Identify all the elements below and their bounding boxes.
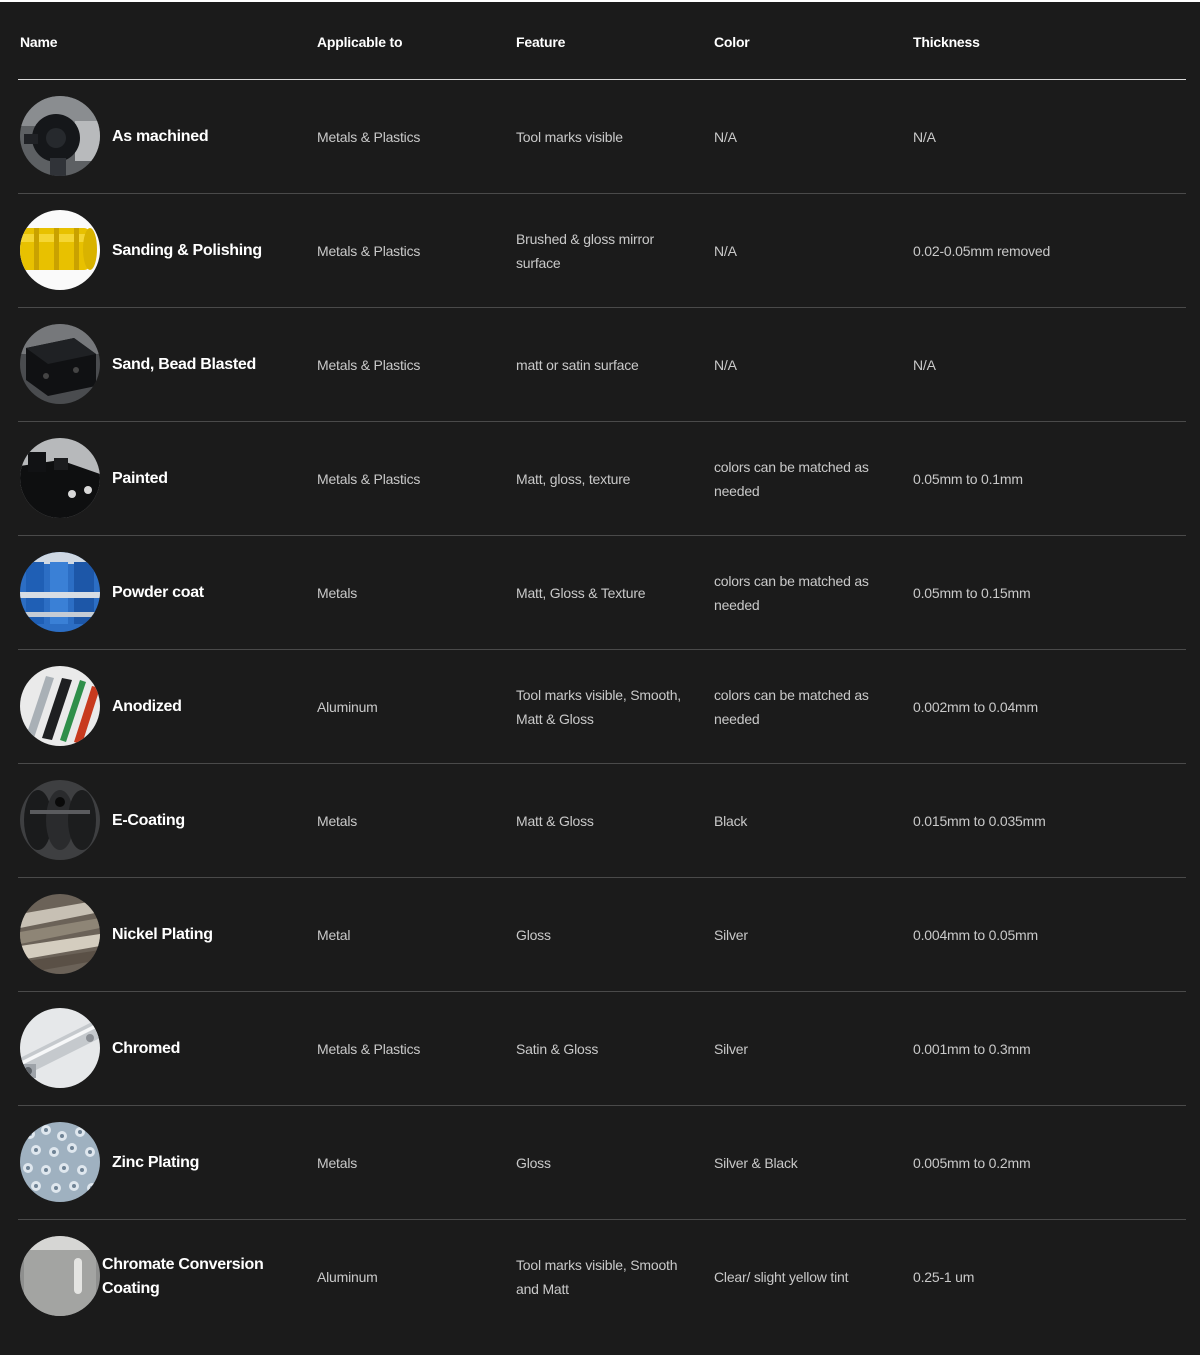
- table-row: [18, 80, 1186, 194]
- row-thickness: N/A: [913, 128, 936, 145]
- table-row: [18, 194, 1186, 308]
- chromed-thumbnail: [20, 1008, 100, 1088]
- row-thickness: 0.002mm to 0.04mm: [913, 698, 1038, 715]
- sanding-polishing-thumbnail: [20, 210, 100, 290]
- row-thickness: N/A: [913, 356, 936, 373]
- row-name: Sand, Bead Blasted: [112, 355, 256, 373]
- row-name: Sanding & Polishing: [112, 241, 262, 259]
- row-color: N/A: [714, 242, 737, 259]
- header-color: Color: [714, 34, 750, 50]
- chromate-conversion-thumbnail: [20, 1236, 100, 1316]
- row-applicable-to: Metals & Plastics: [317, 356, 421, 373]
- e-coating-thumbnail: [20, 780, 100, 860]
- row-feature: Satin & Gloss: [516, 1040, 599, 1057]
- row-applicable-to: Aluminum: [317, 1268, 378, 1285]
- row-color: N/A: [714, 356, 737, 373]
- row-feature: Gloss: [516, 1154, 551, 1171]
- table-row: [18, 536, 1186, 650]
- row-feature: Matt, gloss, texture: [516, 470, 631, 487]
- row-color: Silver: [714, 926, 748, 943]
- row-name: Nickel Plating: [112, 925, 213, 943]
- table-row: [18, 992, 1186, 1106]
- row-applicable-to: Metals & Plastics: [317, 1040, 421, 1057]
- row-applicable-to: Metals: [317, 1154, 358, 1171]
- row-name: Chromed: [112, 1039, 181, 1057]
- surface-finish-table: [18, 2, 1186, 1340]
- row-name: E-Coating: [112, 811, 185, 829]
- row-color: colors can be matched as needed: [714, 458, 869, 499]
- table-row: [18, 1220, 1186, 1340]
- header-thickness: Thickness: [913, 34, 980, 50]
- row-name: Chromate Conversion Coating: [102, 1255, 264, 1297]
- row-color: Silver & Black: [714, 1154, 798, 1171]
- row-thickness: 0.25-1 um: [913, 1268, 975, 1285]
- row-feature: matt or satin surface: [516, 356, 639, 373]
- row-color: colors can be matched as needed: [714, 686, 869, 727]
- row-thickness: 0.015mm to 0.035mm: [913, 812, 1046, 829]
- row-feature: Matt, Gloss & Texture: [516, 584, 646, 601]
- row-applicable-to: Metals: [317, 812, 358, 829]
- header-name: Name: [20, 34, 58, 50]
- table-header-row: [18, 2, 1186, 80]
- powder-coat-thumbnail: [20, 552, 100, 632]
- row-thickness: 0.001mm to 0.3mm: [913, 1040, 1031, 1057]
- row-color: Black: [714, 812, 748, 829]
- row-name: Powder coat: [112, 583, 204, 601]
- row-applicable-to: Metals & Plastics: [317, 128, 421, 145]
- row-color: colors can be matched as needed: [714, 572, 869, 613]
- row-thickness: 0.004mm to 0.05mm: [913, 926, 1038, 943]
- row-name: Zinc Plating: [112, 1153, 200, 1171]
- table-row: [18, 650, 1186, 764]
- row-thickness: 0.02-0.05mm removed: [913, 242, 1051, 259]
- surface-finish-table-panel: [0, 2, 1200, 1355]
- row-thickness: 0.05mm to 0.1mm: [913, 470, 1023, 487]
- header-feature: Feature: [516, 34, 566, 50]
- header-applicable-to: Applicable to: [317, 34, 403, 50]
- row-feature: Matt & Gloss: [516, 812, 594, 829]
- zinc-plating-thumbnail: [20, 1122, 100, 1202]
- row-feature: Brushed & gloss mirror surface: [516, 230, 654, 271]
- table-row: [18, 308, 1186, 422]
- row-applicable-to: Metal: [317, 926, 351, 943]
- row-name: Anodized: [112, 697, 182, 715]
- row-feature: Tool marks visible, Smooth, Matt & Gloss: [516, 686, 681, 727]
- row-applicable-to: Metals & Plastics: [317, 470, 421, 487]
- table-row: [18, 764, 1186, 878]
- table-row: [18, 878, 1186, 992]
- row-color: N/A: [714, 128, 737, 145]
- row-color: Silver: [714, 1040, 748, 1057]
- row-applicable-to: Aluminum: [317, 698, 378, 715]
- row-applicable-to: Metals & Plastics: [317, 242, 421, 259]
- row-thickness: 0.05mm to 0.15mm: [913, 584, 1031, 601]
- row-feature: Tool marks visible, Smooth and Matt: [516, 1256, 678, 1297]
- row-thickness: 0.005mm to 0.2mm: [913, 1154, 1031, 1171]
- row-name: As machined: [112, 127, 209, 145]
- as-machined-thumbnail: [20, 96, 100, 176]
- nickel-plating-thumbnail: [20, 894, 100, 974]
- row-applicable-to: Metals: [317, 584, 358, 601]
- table-row: [18, 422, 1186, 536]
- row-color: Clear/ slight yellow tint: [714, 1268, 849, 1285]
- row-feature: Tool marks visible: [516, 128, 623, 145]
- anodized-thumbnail: [20, 666, 100, 746]
- bead-blasted-thumbnail: [20, 324, 100, 404]
- row-feature: Gloss: [516, 926, 551, 943]
- table-row: [18, 1106, 1186, 1220]
- row-name: Painted: [112, 469, 168, 487]
- painted-thumbnail: [20, 438, 100, 518]
